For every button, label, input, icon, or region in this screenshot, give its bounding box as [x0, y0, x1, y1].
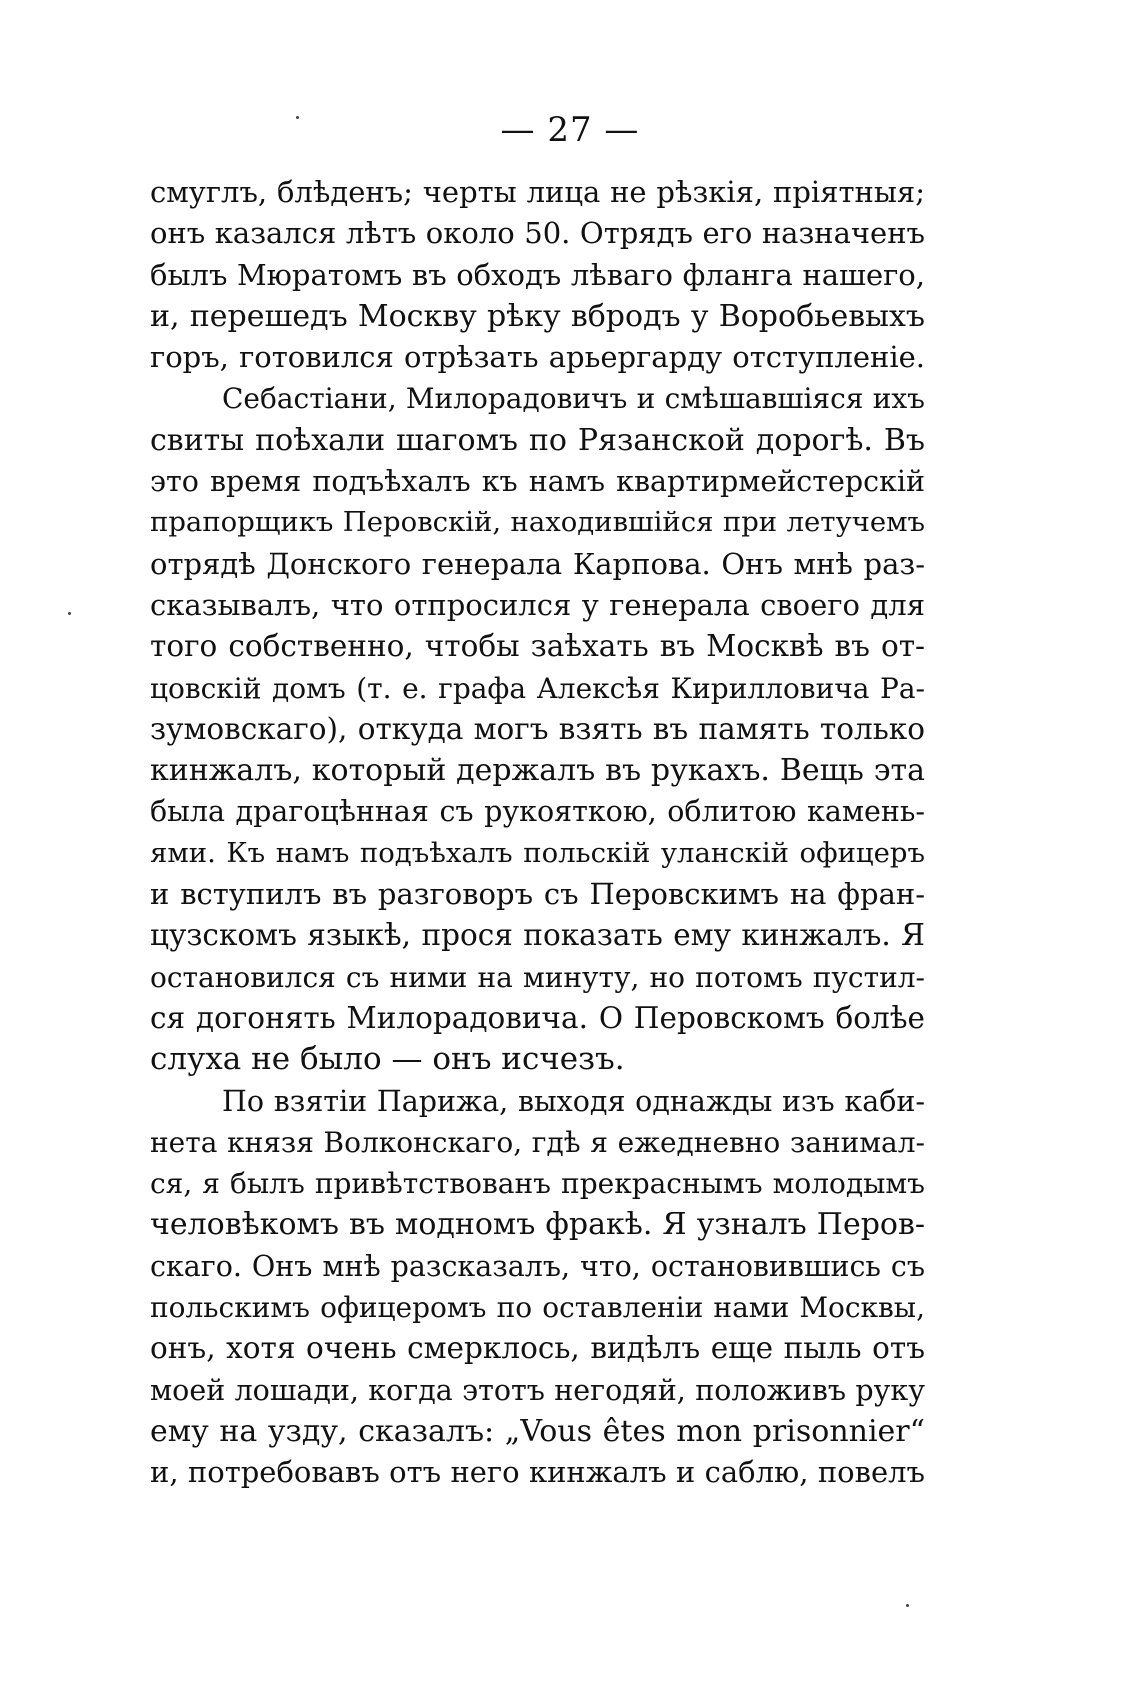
text-line: остановился съ ними на минуту, но потомъ пустил- — [150, 960, 925, 994]
text-line: По взятіи Парижа, выходя однажды изъ каби- — [222, 1084, 925, 1118]
text-line: и, потребовавъ отъ него кинжалъ и саблю, повелъ — [150, 1455, 925, 1490]
text-line: онъ, хотя очень смерклось, видѣлъ еще пыль отъ — [150, 1331, 925, 1366]
text-line: зумовскаго), откуда могъ взять въ память только — [150, 711, 925, 746]
text-line: цузскомъ языкѣ, прося показать ему кинжалъ. Я — [150, 918, 925, 953]
text-line: Себастіани, Милорадовичъ и смѣшавшіяся ихъ — [222, 382, 925, 416]
text-line: ему на узду, сказалъ: „Vous êtes mon prisonnier“ — [150, 1413, 925, 1449]
text-line: ся, я былъ привѣтствованъ прекраснымъ молодымъ — [150, 1167, 925, 1201]
text-line: прапорщикъ Перовскій, находившійся при летучемъ — [150, 506, 925, 539]
text-line: ся догонять Милорадовича. О Перовскомъ болѣе — [150, 1000, 925, 1035]
text-line: отрядѣ Донского генерала Карпова. Онъ мнѣ раз- — [150, 546, 925, 581]
text-line: того собственно, чтобы заѣхать въ Москвѣ въ от- — [150, 629, 925, 664]
text-line: польскимъ офицеромъ по оставленіи нами Москвы, — [150, 1291, 925, 1325]
text-line: свиты поѣхали шагомъ по Рязанской дорогѣ. Въ — [150, 422, 925, 458]
text-line: сказывалъ, что отпросился у генерала своего для — [150, 587, 925, 622]
text-line: моей лошади, когда этотъ негодяй, положивъ руку — [150, 1373, 925, 1407]
text-line: цовскій домъ (т. е. графа Алексѣя Кирилловича Ра- — [150, 671, 925, 705]
text-line: это время подъѣхалъ къ намъ квартирмейстерскій — [150, 465, 925, 499]
page-number: — 27 — — [500, 110, 640, 150]
body-text — [150, 172, 925, 1494]
text-line: была драгоцѣнная съ рукояткою, облитою камень- — [150, 795, 925, 829]
text-line: человѣкомъ въ модномъ фракѣ. Я узналъ Перов- — [150, 1207, 925, 1243]
text-line: и вступилъ въ разговоръ съ Перовскимъ на фран- — [150, 877, 925, 912]
text-line: былъ Мюратомъ въ обходъ лѣваго фланга нашего, — [150, 257, 925, 292]
text-line: и, перешедъ Москву рѣку вбродъ у Воробьевыхъ — [150, 298, 925, 334]
text-line: слуха не было — онъ исчезъ. — [150, 1041, 625, 1078]
text-line: кинжалъ, который держалъ въ рукахъ. Вещь эта — [150, 753, 925, 789]
print-speck — [906, 1604, 909, 1607]
text-line: скаго. Онъ мнѣ разсказалъ, что, остановившись съ — [150, 1249, 925, 1283]
print-speck — [68, 612, 71, 615]
text-line: нета князя Волконскаго, гдѣ я ежедневно занимал- — [150, 1125, 925, 1159]
text-line: горъ, готовился отрѣзать арьергарду отступленіе. — [150, 340, 925, 375]
text-line: онъ казался лѣтъ около 50. Отрядъ его назначенъ — [150, 216, 925, 251]
text-line: ями. Къ намъ подъѣхалъ польскій уланскій офицеръ — [150, 836, 925, 869]
text-line: смуглъ, блѣденъ; черты лица не рѣзкія, пріятныя; — [150, 175, 925, 209]
print-speck — [296, 116, 299, 119]
